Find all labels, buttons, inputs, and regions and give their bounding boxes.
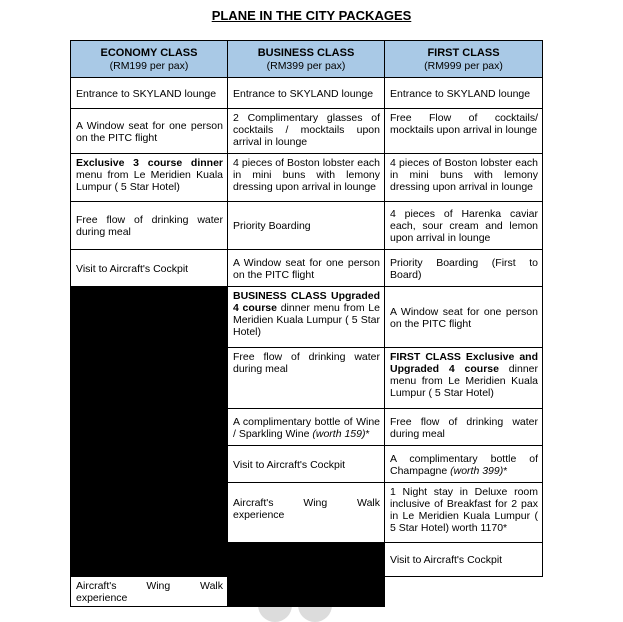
- cell-text: dinner menu from Le Meridien Kuala Lumpur ( 5 Star Hotel): [390, 363, 538, 399]
- business-cell: [228, 78, 385, 109]
- cell-text: Free flow of drinking water during meal: [390, 415, 538, 440]
- cell-text: 2 Complimentary glasses of cocktails / mocktails upon arrival in lounge: [233, 112, 380, 148]
- economy-cell: [71, 109, 228, 154]
- business-cell: [228, 202, 385, 250]
- cell-text: menu from Le Meridien Kuala Lumpur ( 5 Star Hotel): [76, 169, 223, 193]
- table-row: [71, 154, 543, 202]
- table-row: [71, 250, 543, 287]
- first-cell: [385, 483, 543, 543]
- economy-class-name: ECONOMY CLASS: [100, 46, 198, 59]
- cell-text: 4 pieces of Boston lobster each in mini buns with lemony dressing upon arrival in lounge: [233, 157, 380, 193]
- cell-text: A complimentary bottle of Champagne: [390, 452, 538, 477]
- business-class-price: (RM399 per pax): [266, 59, 346, 72]
- cell-text-bold: Exclusive 3 course dinner: [76, 157, 223, 169]
- cell-text: A Window seat for one person on the PITC flight: [233, 256, 380, 281]
- business-class-name: BUSINESS CLASS: [257, 46, 355, 59]
- table-row: [71, 287, 543, 348]
- packages-table: [70, 40, 543, 607]
- cell-text: A complimentary bottle of Wine / Sparkling Wine: [233, 415, 380, 440]
- business-cell: [228, 109, 385, 154]
- first-cell: [385, 287, 543, 348]
- economy-cell: [71, 202, 228, 250]
- business-empty-block: [228, 543, 385, 607]
- cell-text: *: [503, 464, 508, 477]
- cell-text: A Window seat for one person on the PITC flight: [76, 119, 223, 144]
- table-row: [71, 78, 543, 109]
- table-row: [71, 202, 543, 250]
- first-cell: [385, 109, 543, 154]
- first-cell: [385, 202, 543, 250]
- cell-text: Visit to Aircraft's Cockpit: [390, 554, 503, 566]
- cell-text: Visit to Aircraft's Cockpit: [76, 262, 189, 275]
- cell-text: Entrance to SKYLAND lounge: [390, 87, 531, 100]
- cell-text: *: [365, 427, 370, 440]
- economy-class-price: (RM199 per pax): [109, 59, 189, 72]
- business-cell: [228, 154, 385, 202]
- cell-text: Priority Boarding (First to Board): [390, 256, 538, 281]
- first-cell: [385, 446, 543, 483]
- cell-text: Aircraft's Wing Walk experience: [76, 580, 223, 604]
- business-cell: [228, 483, 385, 543]
- business-cell: [228, 348, 385, 409]
- economy-cell: [71, 154, 228, 202]
- business-cell: [228, 250, 385, 287]
- cell-text: A Window seat for one person on the PITC flight: [390, 305, 538, 330]
- cell-text-worth: (worth 159): [312, 427, 366, 440]
- cell-text: Priority Boarding: [233, 220, 311, 232]
- cell-text: Entrance to SKYLAND lounge: [233, 87, 374, 100]
- cell-text: Entrance to SKYLAND lounge: [76, 87, 217, 100]
- economy-cell: [71, 250, 228, 287]
- first-cell: [385, 78, 543, 109]
- economy-header: [71, 41, 228, 78]
- cell-text: Visit to Aircraft's Cockpit: [233, 458, 346, 471]
- first-cell: [385, 543, 543, 577]
- cell-text: Aircraft's Wing Walk experience: [233, 497, 380, 521]
- first-cell: [71, 577, 228, 607]
- cell-text: Free flow of drinking water during meal: [233, 351, 380, 375]
- cell-text: Free flow of drinking water during meal: [76, 214, 223, 238]
- cell-text: Free Flow of cocktails/ mocktails upon arrival in lounge: [390, 112, 538, 136]
- page-title: PLANE IN THE CITY PACKAGES: [211, 8, 412, 23]
- business-cell: [228, 446, 385, 483]
- first-class-price: (RM999 per pax): [424, 59, 503, 72]
- first-header: [385, 41, 543, 78]
- cell-text-worth: (worth 399): [450, 464, 504, 477]
- economy-empty-block: [71, 287, 228, 577]
- economy-cell: [71, 78, 228, 109]
- business-cell: [228, 409, 385, 446]
- cell-text: dinner menu from Le Meridien Kuala Lumpur ( 5 Star Hotel): [233, 302, 380, 338]
- first-class-name: FIRST CLASS: [427, 46, 500, 59]
- business-header: [228, 41, 385, 78]
- cell-text: 4 pieces of Boston lobster each in mini buns with lemony dressing upon arrival in lounge: [390, 157, 538, 193]
- first-cell: [385, 409, 543, 446]
- header-row: [71, 41, 543, 78]
- cell-text-bold: FIRST CLASS Exclusive and Upgraded 4 course: [390, 351, 538, 375]
- table-row: [71, 109, 543, 154]
- first-cell: [385, 154, 543, 202]
- cell-text: 4 pieces of Harenka caviar each, sour cream and lemon upon arrival in lounge: [390, 208, 538, 244]
- cell-text: 1 Night stay in Deluxe room inclusive of Breakfast for 2 pax in Le Meridien Kuala Lumpur ( 5 Star Hotel) worth 1170*: [390, 486, 538, 534]
- cell-text-bold: BUSINESS CLASS Upgraded 4 course: [233, 290, 380, 314]
- first-cell: [385, 250, 543, 287]
- business-cell: [228, 287, 385, 348]
- first-cell: [385, 348, 543, 409]
